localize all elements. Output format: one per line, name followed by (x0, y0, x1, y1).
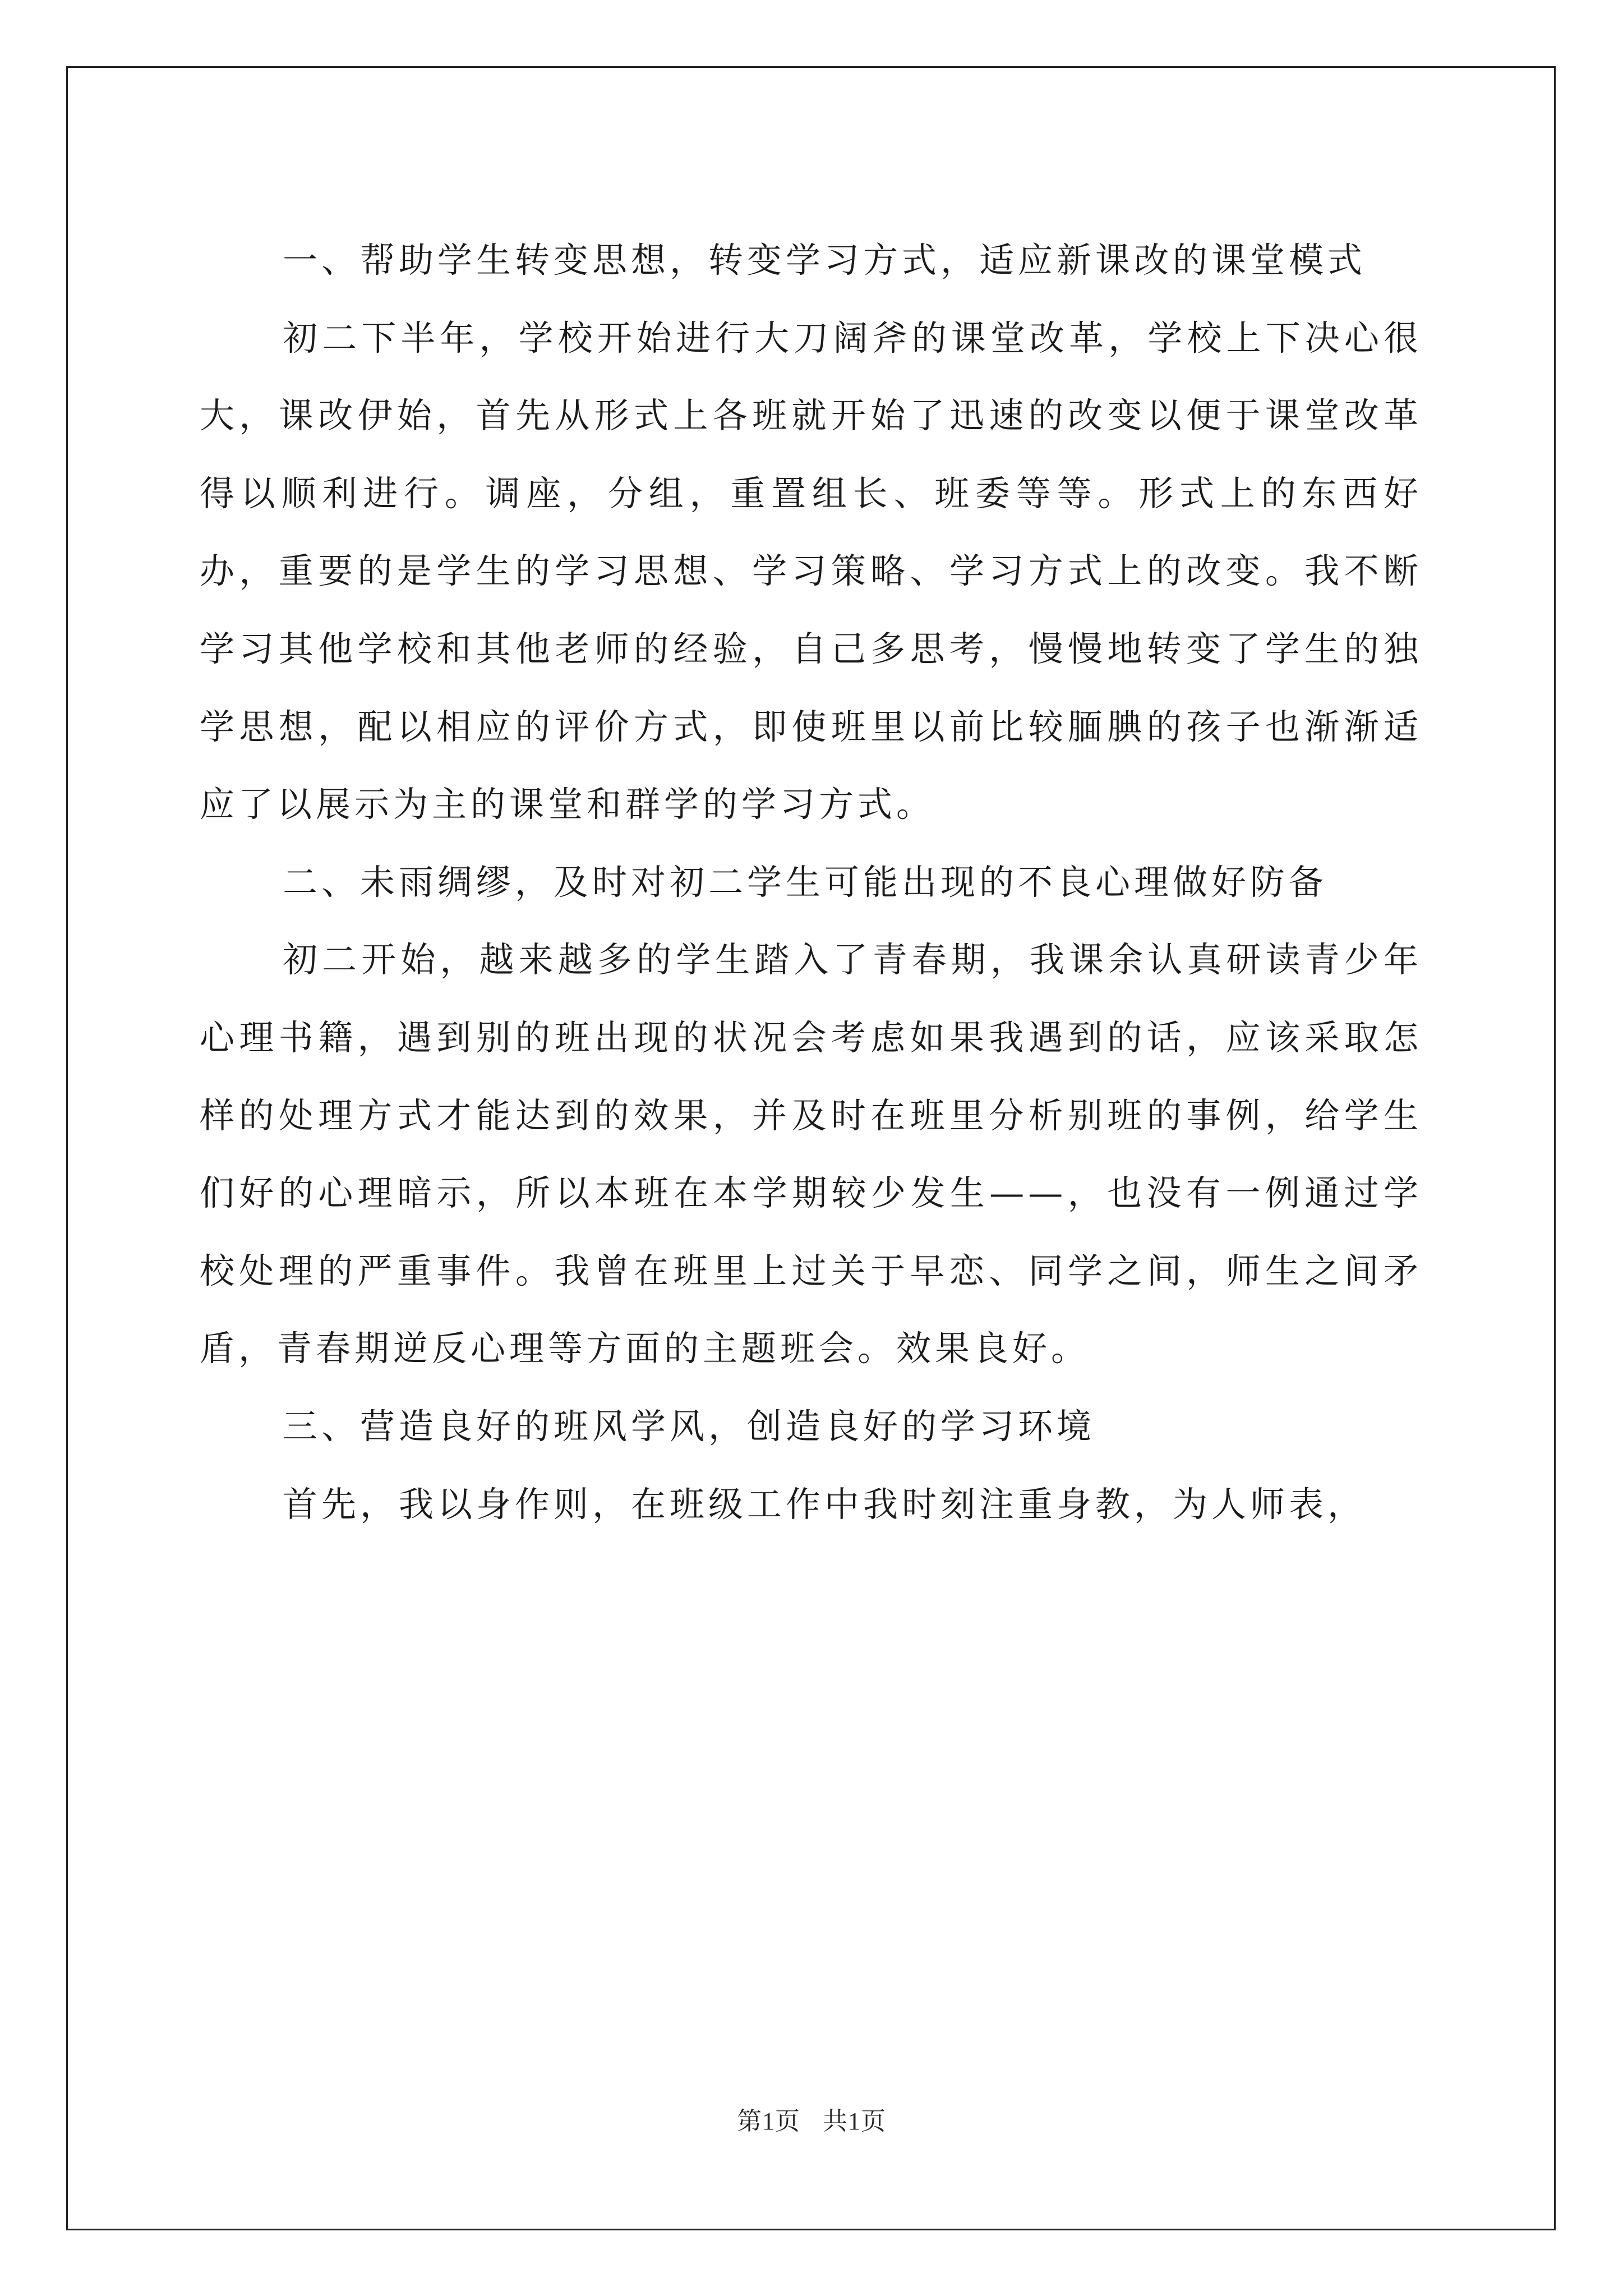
heading-section-3: 三、营造良好的班风学风，创造良好的学习环境 (283, 1405, 1096, 1447)
page-number-current: 第1页 (737, 2108, 800, 2135)
heading-section-1: 一、帮助学生转变思想，转变学习方式，适应新课改的课堂模式 (283, 240, 1367, 280)
page-number-total: 共1页 (823, 2108, 886, 2135)
paragraph-section-2: 初二开始，越来越多的学生踏入了青春期，我课余认真研读青少年心理书籍，遇到别的班出现的状况会考虑如果我遇到的话，应该采取怎样的处理方式才能达到的效果，并及时在班里分析别班的事例，给学生们好的心理暗示，所以本班在本学期较少发生——，也没有一例通过学校处理的严重事件。我曾在班里上过关于早恋、同学之间，师生之间矛盾，青春期逆反心理等方面的主题班会。效果良好。 (200, 939, 1422, 1369)
paragraph-section-3: 首先，我以身作则，在班级工作中我时刻注重身教，为人师表， (283, 1483, 1367, 1525)
heading-section-2: 二、未雨绸缪，及时对初二学生可能出现的不良心理做好防备 (283, 861, 1328, 903)
document-body (200, 222, 1422, 1543)
paragraph-section-1: 初二下半年，学校开始进行大刀阔斧的课堂改革，学校上下决心很大，课改伊始，首先从形式上各班就开始了迅速的改变以便于课堂改革得以顺利进行。调座，分组，重置组长、班委等等。形式上的东西好办，重要的是学生的学习思想、学习策略、学习方式上的改变。我不断学习其他学校和其他老师的经验，自己多思考，慢慢地转变了学生的独学思想，配以相应的评价方式，即使班里以前比较腼腆的孩子也渐渐适应了以展示为主的课堂和群学的学习方式。 (200, 317, 1422, 825)
page-footer (0, 2101, 1623, 2137)
